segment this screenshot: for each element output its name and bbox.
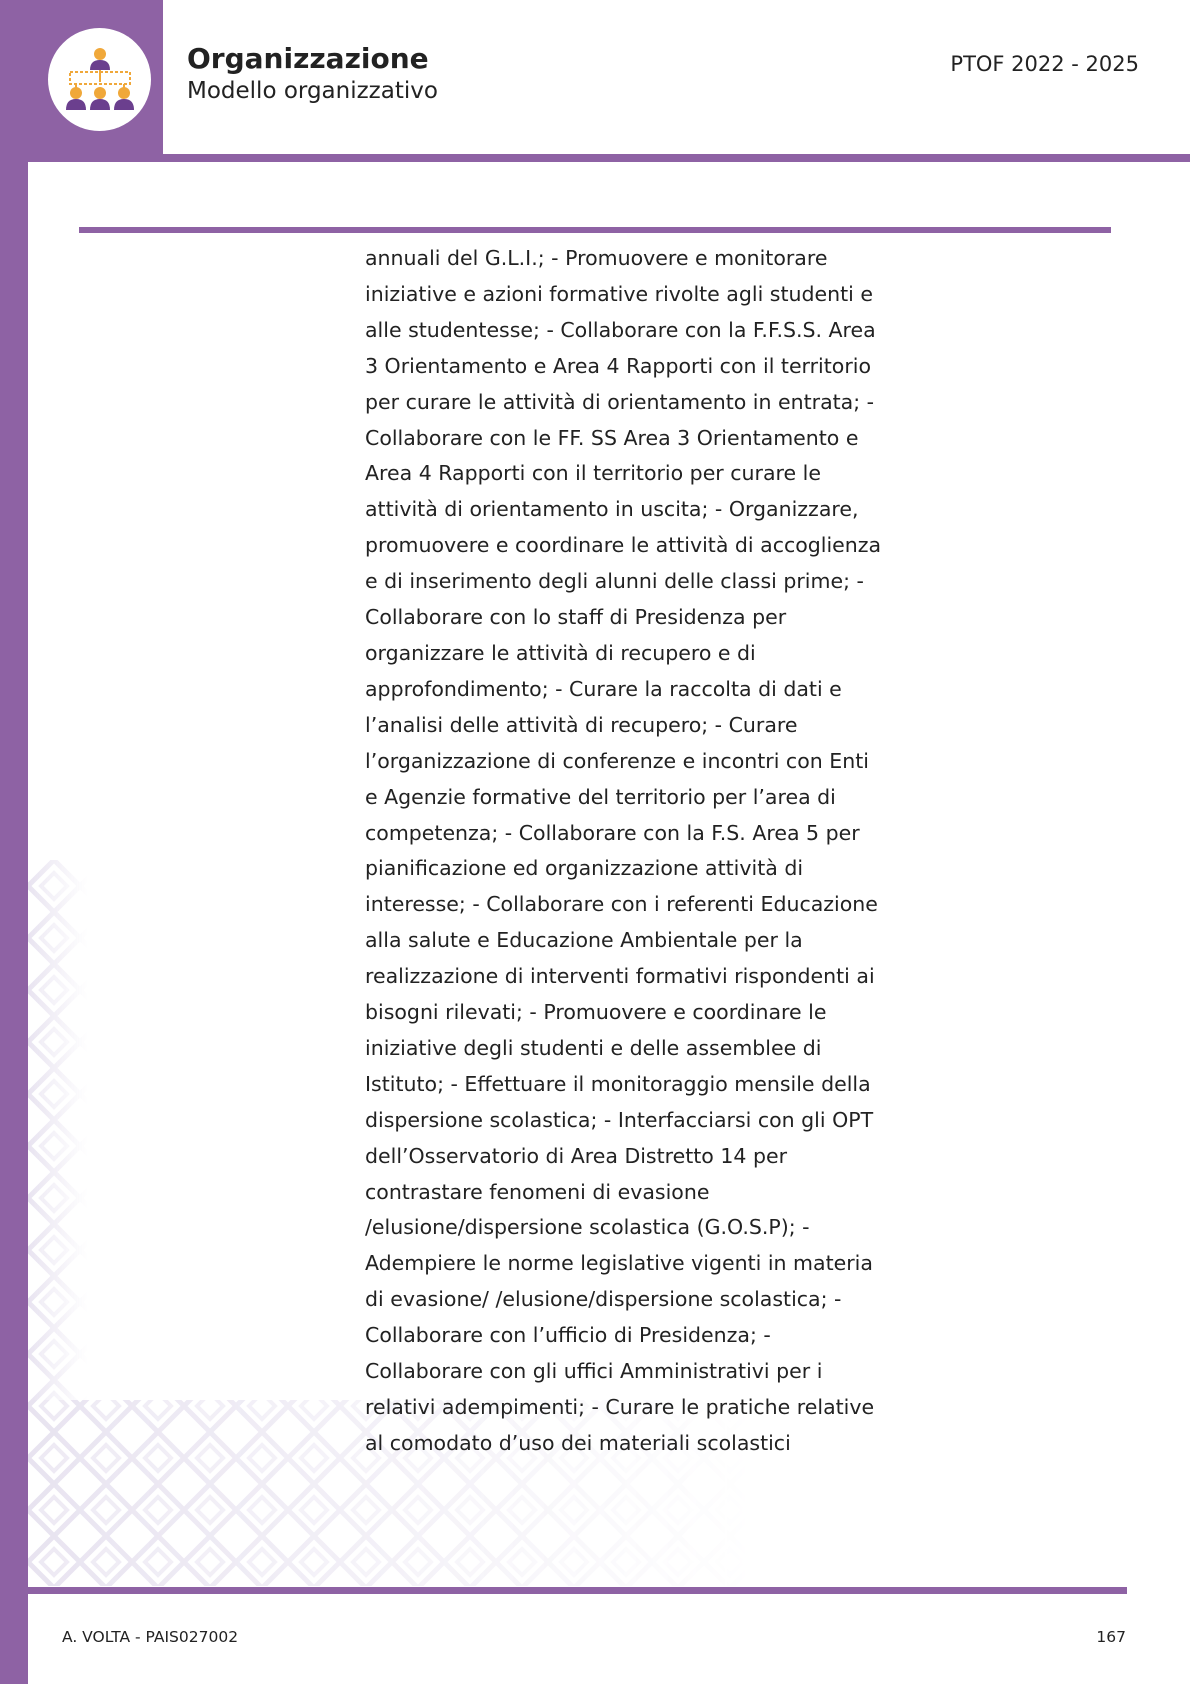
page-title: Organizzazione xyxy=(187,42,429,75)
footer-rule xyxy=(28,1587,1127,1594)
org-chart-icon xyxy=(64,46,136,112)
page-number: 167 xyxy=(1096,1628,1126,1646)
section-badge xyxy=(48,28,151,131)
document-label: PTOF 2022 - 2025 xyxy=(950,52,1139,76)
left-band xyxy=(0,0,28,1684)
content-rule xyxy=(79,227,1111,233)
footer-school-code: A. VOLTA - PAIS027002 xyxy=(62,1628,239,1646)
header-rule xyxy=(163,154,1190,162)
page-subtitle: Modello organizzativo xyxy=(187,78,438,104)
body-text: annuali del G.L.I.; - Promuovere e monitorare iniziative e azioni formative rivolte agli studenti e alle studentesse; - Collaborare con la F.F.S.S. Area 3 Orientamento e Area 4 Rapporti con il territorio per curare le attività di orientamento in entrata; - Collaborare con le FF. SS Area 3 Orientamento e Area 4 Rapporti con il territorio per curare le attività di orientamento in uscita; - Organizzare, promuovere e coordinare le attività di accoglienza e di inserimento degli alunni delle classi prime; - Collaborare con lo staff di Presidenza per organizzare le attività di recupero e di approfondimento; - Curare la raccolta di dati e l’analisi delle attività di recupero; - Curare l’organizzazione di conferenze e incontri con Enti e Agenzie formative del territorio per l’area di competenza; - Collaborare con la F.S. Area 5 per pianificazione ed organizzazione attività di interesse; - Collaborare con i referenti Educazione alla salute e Educazione Ambientale per la realizzazione di interventi formativi rispondenti ai bisogni rilevati; - Promuovere e coordinare le iniziative degli studenti e delle assemblee di Istituto; - Effettuare il monitoraggio mensile della dispersione scolastica; - Interfacciarsi con gli OPT dell’Osservatorio di Area Distretto 14 per contrastare fenomeni di evasione /elusione/dispersione scolastica (G.O.S.P); - Adempiere le norme legislative vigenti in materia di evasione/ /elusione/dispersione scolastica; - Collaborare con l’ufficio di Presidenza; - Collaborare con gli uffici Amministrativi per i relativi adempimenti; - Curare le pratiche relative al comodato d’uso dei materiali scolastici xyxy=(365,246,882,1455)
